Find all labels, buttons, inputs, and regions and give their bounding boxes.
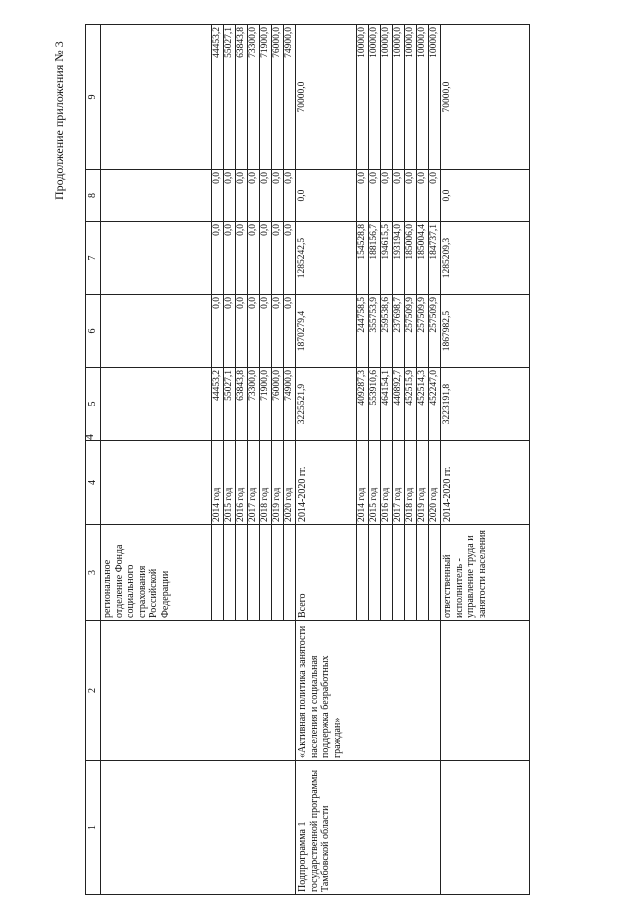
value-cell: 0,0 xyxy=(381,170,393,222)
empty-cell xyxy=(101,368,212,441)
empty-cell xyxy=(369,525,381,621)
value-cell: 257509,9 xyxy=(429,295,441,368)
value-cell: 193194,0 xyxy=(393,222,405,295)
value-cell: 185006,0 xyxy=(405,222,417,295)
value-cell: 76000,0 xyxy=(272,368,284,441)
value-cell: 1285242,5 xyxy=(296,222,357,295)
value-cell: 0,0 xyxy=(248,170,260,222)
value-cell: 0,0 xyxy=(357,170,369,222)
empty-cell xyxy=(381,525,393,621)
value-cell: 257509,9 xyxy=(417,295,429,368)
year-cell: 2020 год xyxy=(284,441,296,525)
fss-executor: региональное отделение Фонда социального страхования Российской Федерации xyxy=(101,525,212,621)
empty-cell xyxy=(212,525,224,621)
value-cell: 3223191,8 xyxy=(441,368,530,441)
value-cell: 0,0 xyxy=(369,170,381,222)
empty-cell xyxy=(224,525,236,621)
value-cell: 70000,0 xyxy=(296,25,357,170)
value-cell: 10000,0 xyxy=(429,25,441,170)
value-cell: 0,0 xyxy=(272,170,284,222)
page-number: 4 xyxy=(82,434,96,440)
header-col-3: 3 xyxy=(86,525,101,621)
value-cell: 63843,8 xyxy=(236,25,248,170)
value-cell: 0,0 xyxy=(212,295,224,368)
year-cell: 2016 год xyxy=(381,441,393,525)
empty-cell xyxy=(260,525,272,621)
value-cell: 63843,8 xyxy=(236,368,248,441)
empty-cell xyxy=(429,525,441,621)
value-cell: 409287,3 xyxy=(357,368,369,441)
fss-col1 xyxy=(101,761,296,895)
value-cell: 1285209,3 xyxy=(441,222,530,295)
value-cell: 0,0 xyxy=(417,170,429,222)
value-cell: 0,0 xyxy=(224,222,236,295)
value-cell: 55027,1 xyxy=(224,25,236,170)
subprogram-name: Подпрограмма 1 государственной программы Тамбовской области xyxy=(296,761,441,895)
value-cell: 0,0 xyxy=(284,222,296,295)
budget-table xyxy=(85,24,530,895)
value-cell: 0,0 xyxy=(236,170,248,222)
year-cell: 2015 год xyxy=(224,441,236,525)
empty-cell xyxy=(357,525,369,621)
header-col-2: 2 xyxy=(86,621,101,761)
empty-cell xyxy=(101,295,212,368)
header-col-4: 4 xyxy=(86,441,101,525)
budget-table-rotated xyxy=(85,25,530,895)
empty-cell xyxy=(441,621,530,761)
value-cell: 452514,3 xyxy=(417,368,429,441)
empty-cell xyxy=(248,525,260,621)
year-cell: 2014 год xyxy=(357,441,369,525)
fss-executor-row xyxy=(101,25,212,895)
value-cell: 1870279,4 xyxy=(296,295,357,368)
value-cell: 0,0 xyxy=(272,222,284,295)
value-cell: 74900,0 xyxy=(284,25,296,170)
empty-cell xyxy=(101,441,212,525)
value-cell: 71900,0 xyxy=(260,25,272,170)
value-cell: 0,0 xyxy=(260,295,272,368)
value-cell: 0,0 xyxy=(429,170,441,222)
empty-cell xyxy=(101,25,212,170)
value-cell: 10000,0 xyxy=(393,25,405,170)
empty-cell xyxy=(441,761,530,895)
value-cell: 185004,4 xyxy=(417,222,429,295)
subprogram-title: «Активная политика занятости населения и социальная поддержка безработных граждан» xyxy=(296,621,441,761)
year-cell: 2014-2020 гг. xyxy=(296,441,357,525)
empty-cell xyxy=(417,525,429,621)
value-cell: 0,0 xyxy=(284,295,296,368)
total-label: Всего xyxy=(296,525,357,621)
value-cell: 188156,7 xyxy=(369,222,381,295)
value-cell: 440892,7 xyxy=(393,368,405,441)
empty-cell xyxy=(236,525,248,621)
value-cell: 0,0 xyxy=(393,170,405,222)
value-cell: 244758,5 xyxy=(357,295,369,368)
empty-cell xyxy=(272,525,284,621)
appendix-caption: Продолжение приложения № 3 xyxy=(52,41,66,200)
executor-row xyxy=(441,25,530,895)
value-cell: 0,0 xyxy=(260,170,272,222)
value-cell: 0,0 xyxy=(296,170,357,222)
subprogram-total-row xyxy=(296,25,357,895)
empty-cell xyxy=(284,525,296,621)
value-cell: 10000,0 xyxy=(369,25,381,170)
value-cell: 44453,2 xyxy=(212,368,224,441)
value-cell: 0,0 xyxy=(248,295,260,368)
value-cell: 355753,9 xyxy=(369,295,381,368)
value-cell: 44453,2 xyxy=(212,25,224,170)
empty-cell xyxy=(101,222,212,295)
value-cell: 73300,0 xyxy=(248,25,260,170)
year-cell: 2018 год xyxy=(260,441,272,525)
empty-cell xyxy=(101,170,212,222)
year-cell: 2018 год xyxy=(405,441,417,525)
value-cell: 452515,9 xyxy=(405,368,417,441)
year-cell: 2016 год xyxy=(236,441,248,525)
value-cell: 0,0 xyxy=(260,222,272,295)
value-cell: 0,0 xyxy=(441,170,530,222)
value-cell: 10000,0 xyxy=(381,25,393,170)
value-cell: 3225521,9 xyxy=(296,368,357,441)
value-cell: 184737,1 xyxy=(429,222,441,295)
value-cell: 0,0 xyxy=(236,295,248,368)
value-cell: 10000,0 xyxy=(357,25,369,170)
value-cell: 154528,8 xyxy=(357,222,369,295)
value-cell: 257509,9 xyxy=(405,295,417,368)
value-cell: 10000,0 xyxy=(405,25,417,170)
value-cell: 0,0 xyxy=(248,222,260,295)
year-cell: 2019 год xyxy=(272,441,284,525)
value-cell: 71900,0 xyxy=(260,368,272,441)
executor-label: ответственный исполнитель - управление труда и занятости населения xyxy=(441,525,530,621)
value-cell: 237698,7 xyxy=(393,295,405,368)
year-cell: 2017 год xyxy=(393,441,405,525)
value-cell: 73300,0 xyxy=(248,368,260,441)
value-cell: 194615,5 xyxy=(381,222,393,295)
value-cell: 55027,1 xyxy=(224,368,236,441)
value-cell: 0,0 xyxy=(212,170,224,222)
header-row xyxy=(86,25,101,895)
value-cell: 0,0 xyxy=(284,170,296,222)
value-cell: 10000,0 xyxy=(417,25,429,170)
empty-cell xyxy=(393,525,405,621)
value-cell: 259538,6 xyxy=(381,295,393,368)
year-cell: 2019 год xyxy=(417,441,429,525)
value-cell: 0,0 xyxy=(236,222,248,295)
year-cell: 2020 год xyxy=(429,441,441,525)
header-col-1: 1 xyxy=(86,761,101,895)
value-cell: 1867982,5 xyxy=(441,295,530,368)
empty-cell xyxy=(405,525,417,621)
value-cell: 0,0 xyxy=(405,170,417,222)
value-cell: 0,0 xyxy=(224,295,236,368)
value-cell: 553910,6 xyxy=(369,368,381,441)
value-cell: 0,0 xyxy=(224,170,236,222)
value-cell: 74900,0 xyxy=(284,368,296,441)
fss-col2 xyxy=(101,621,296,761)
header-col-5: 5 xyxy=(86,368,101,441)
value-cell: 0,0 xyxy=(272,295,284,368)
year-cell: 2015 год xyxy=(369,441,381,525)
value-cell: 70000,0 xyxy=(441,25,530,170)
value-cell: 452247,0 xyxy=(429,368,441,441)
year-cell: 2014 год xyxy=(212,441,224,525)
value-cell: 464154,1 xyxy=(381,368,393,441)
header-col-6: 6 xyxy=(86,295,101,368)
year-cell: 2017 год xyxy=(248,441,260,525)
header-col-7: 7 xyxy=(86,222,101,295)
header-col-9: 9 xyxy=(86,25,101,170)
value-cell: 76000,0 xyxy=(272,25,284,170)
value-cell: 0,0 xyxy=(212,222,224,295)
year-cell: 2014-2020 гг. xyxy=(441,441,530,525)
header-col-8: 8 xyxy=(86,170,101,222)
